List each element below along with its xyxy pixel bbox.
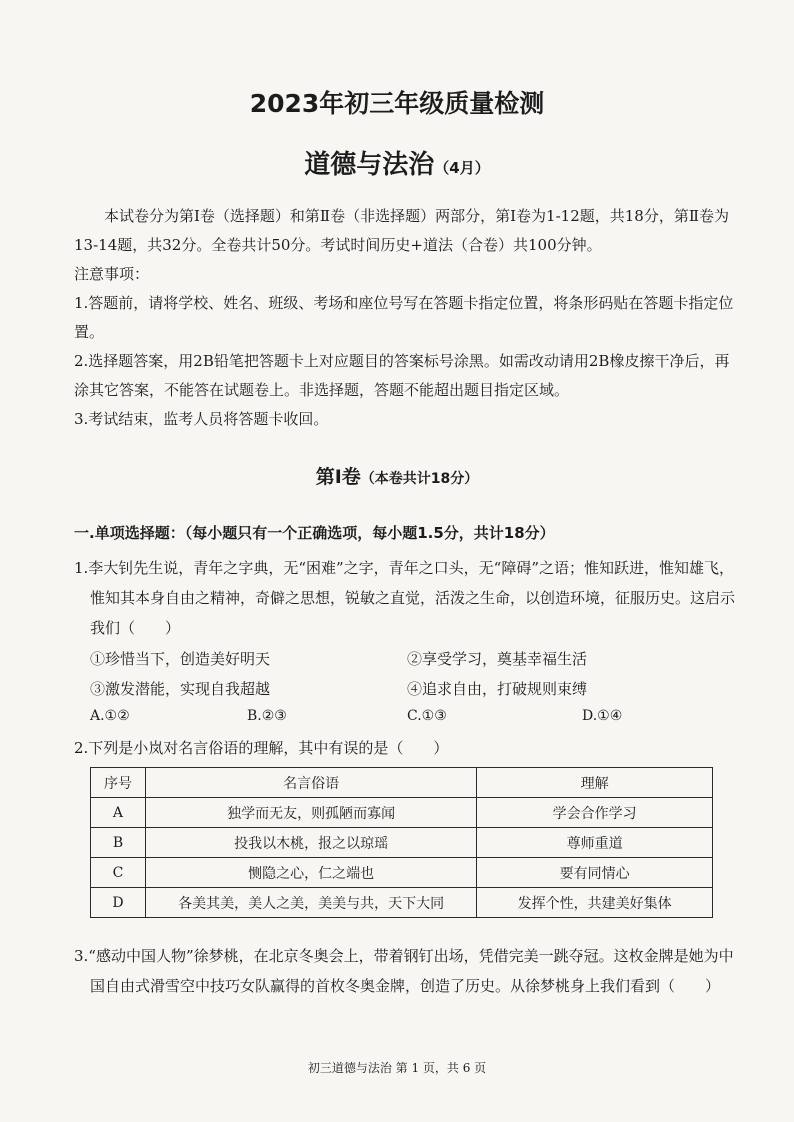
exam-title: 2023年初三年级质量检测 — [249, 89, 545, 118]
section-note: （本卷共计18分） — [360, 471, 479, 487]
question-3 — [74, 941, 738, 1001]
q1-choice-c: C.①③ — [407, 708, 447, 724]
q1-choice-b: B.②③ — [247, 708, 287, 724]
table-cell: C — [91, 858, 146, 888]
section-heading — [0, 462, 794, 489]
subject-name: 道德与法治 — [304, 150, 435, 180]
notice-item-3: 3.考试结束，监考人员将答题卡收回。 — [74, 410, 329, 428]
question-2 — [74, 733, 738, 763]
question-1 — [74, 553, 738, 643]
table-cell: 尊师重道 — [477, 828, 713, 858]
q1-statement-2: ②享受学习，奠基幸福生活 — [407, 650, 588, 668]
exam-instructions — [74, 202, 734, 434]
table-header: 理解 — [477, 768, 713, 798]
table-cell: 学会合作学习 — [477, 798, 713, 828]
table-cell: 各美其美，美人之美，美美与共，天下大同 — [145, 888, 476, 918]
exam-month: （4月） — [434, 159, 490, 177]
table-row — [91, 888, 713, 918]
table-row — [91, 798, 713, 828]
table-cell: 发挥个性，共建美好集体 — [477, 888, 713, 918]
q1-choice-d: D.①④ — [582, 708, 623, 724]
notice-item-2: 2.选择题答案，用2B铅笔把答题卡上对应题目的答案标号涂黑。如需改动请用2B橡皮擦干净后，再涂其它答案，不能答在试题卷上。非选择题，答题不能超出题目指定区域。 — [74, 352, 730, 399]
table-cell: 投我以木桃，报之以琼瑶 — [145, 828, 476, 858]
notice-item-1: 1.答题前，请将学校、姓名、班级、考场和座位号写在答题卡指定位置，将条形码贴在答题卡指定位置。 — [74, 294, 734, 341]
section-title: 第Ⅰ卷 — [315, 466, 361, 488]
notice-heading: 注意事项： — [74, 265, 150, 283]
table-cell: D — [91, 888, 146, 918]
page-footer: 初三道德与法治 第 1 页，共 6 页 — [307, 1061, 487, 1075]
question-3-stem: 3.“感动中国人物”徐梦桃，在北京冬奥会上，带着钢钉出场，凭借完美一跳夺冠。这枚金牌是她为中国自由式滑雪空中技巧女队赢得的首枚冬奥金牌，创造了历史。从徐梦桃身上我们看到（ ） — [74, 947, 734, 995]
table-row — [91, 828, 713, 858]
question-2-stem: 2.下列是小岚对名言俗语的理解，其中有误的是（ ） — [74, 739, 449, 757]
q1-statement-3: ③激发潜能，实现自我超越 — [90, 680, 271, 698]
table-cell: 独学而无友，则孤陋而寡闻 — [145, 798, 476, 828]
table-cell: 要有同情心 — [477, 858, 713, 888]
subject-title — [0, 144, 794, 181]
table-cell: A — [91, 798, 146, 828]
table-header-row — [91, 768, 713, 798]
part-heading: 一.单项选择题：（每小题只有一个正确选项，每小题1.5分，共计18分） — [74, 524, 555, 542]
table-header: 序号 — [91, 768, 146, 798]
quotes-table — [90, 767, 713, 918]
intro-paragraph: 本试卷分为第Ⅰ卷（选择题）和第Ⅱ卷（非选择题）两部分，第Ⅰ卷为1-12题，共18分，第Ⅱ卷为13-14题，共32分。全卷共计50分。考试时间历史+道法（合卷）共100分钟。 — [74, 207, 730, 254]
table-row — [91, 858, 713, 888]
q1-statement-1: ①珍惜当下，创造美好明天 — [90, 650, 271, 668]
table-header: 名言俗语 — [145, 768, 476, 798]
q1-choice-a: A.①② — [90, 708, 130, 724]
table-cell: B — [91, 828, 146, 858]
table-cell: 恻隐之心，仁之端也 — [145, 858, 476, 888]
question-1-stem: 1.李大钊先生说，青年之字典，无“困难”之字，青年之口头，无“障碍”之语；惟知跃进，惟知雄飞，惟知其本身自由之精神，奇僻之思想，锐敏之直觉，活泼之生命，以创造环境，征服历史。这启示我们（ ） — [74, 559, 736, 637]
q1-statement-4: ④追求自由，打破规则束缚 — [407, 680, 588, 698]
